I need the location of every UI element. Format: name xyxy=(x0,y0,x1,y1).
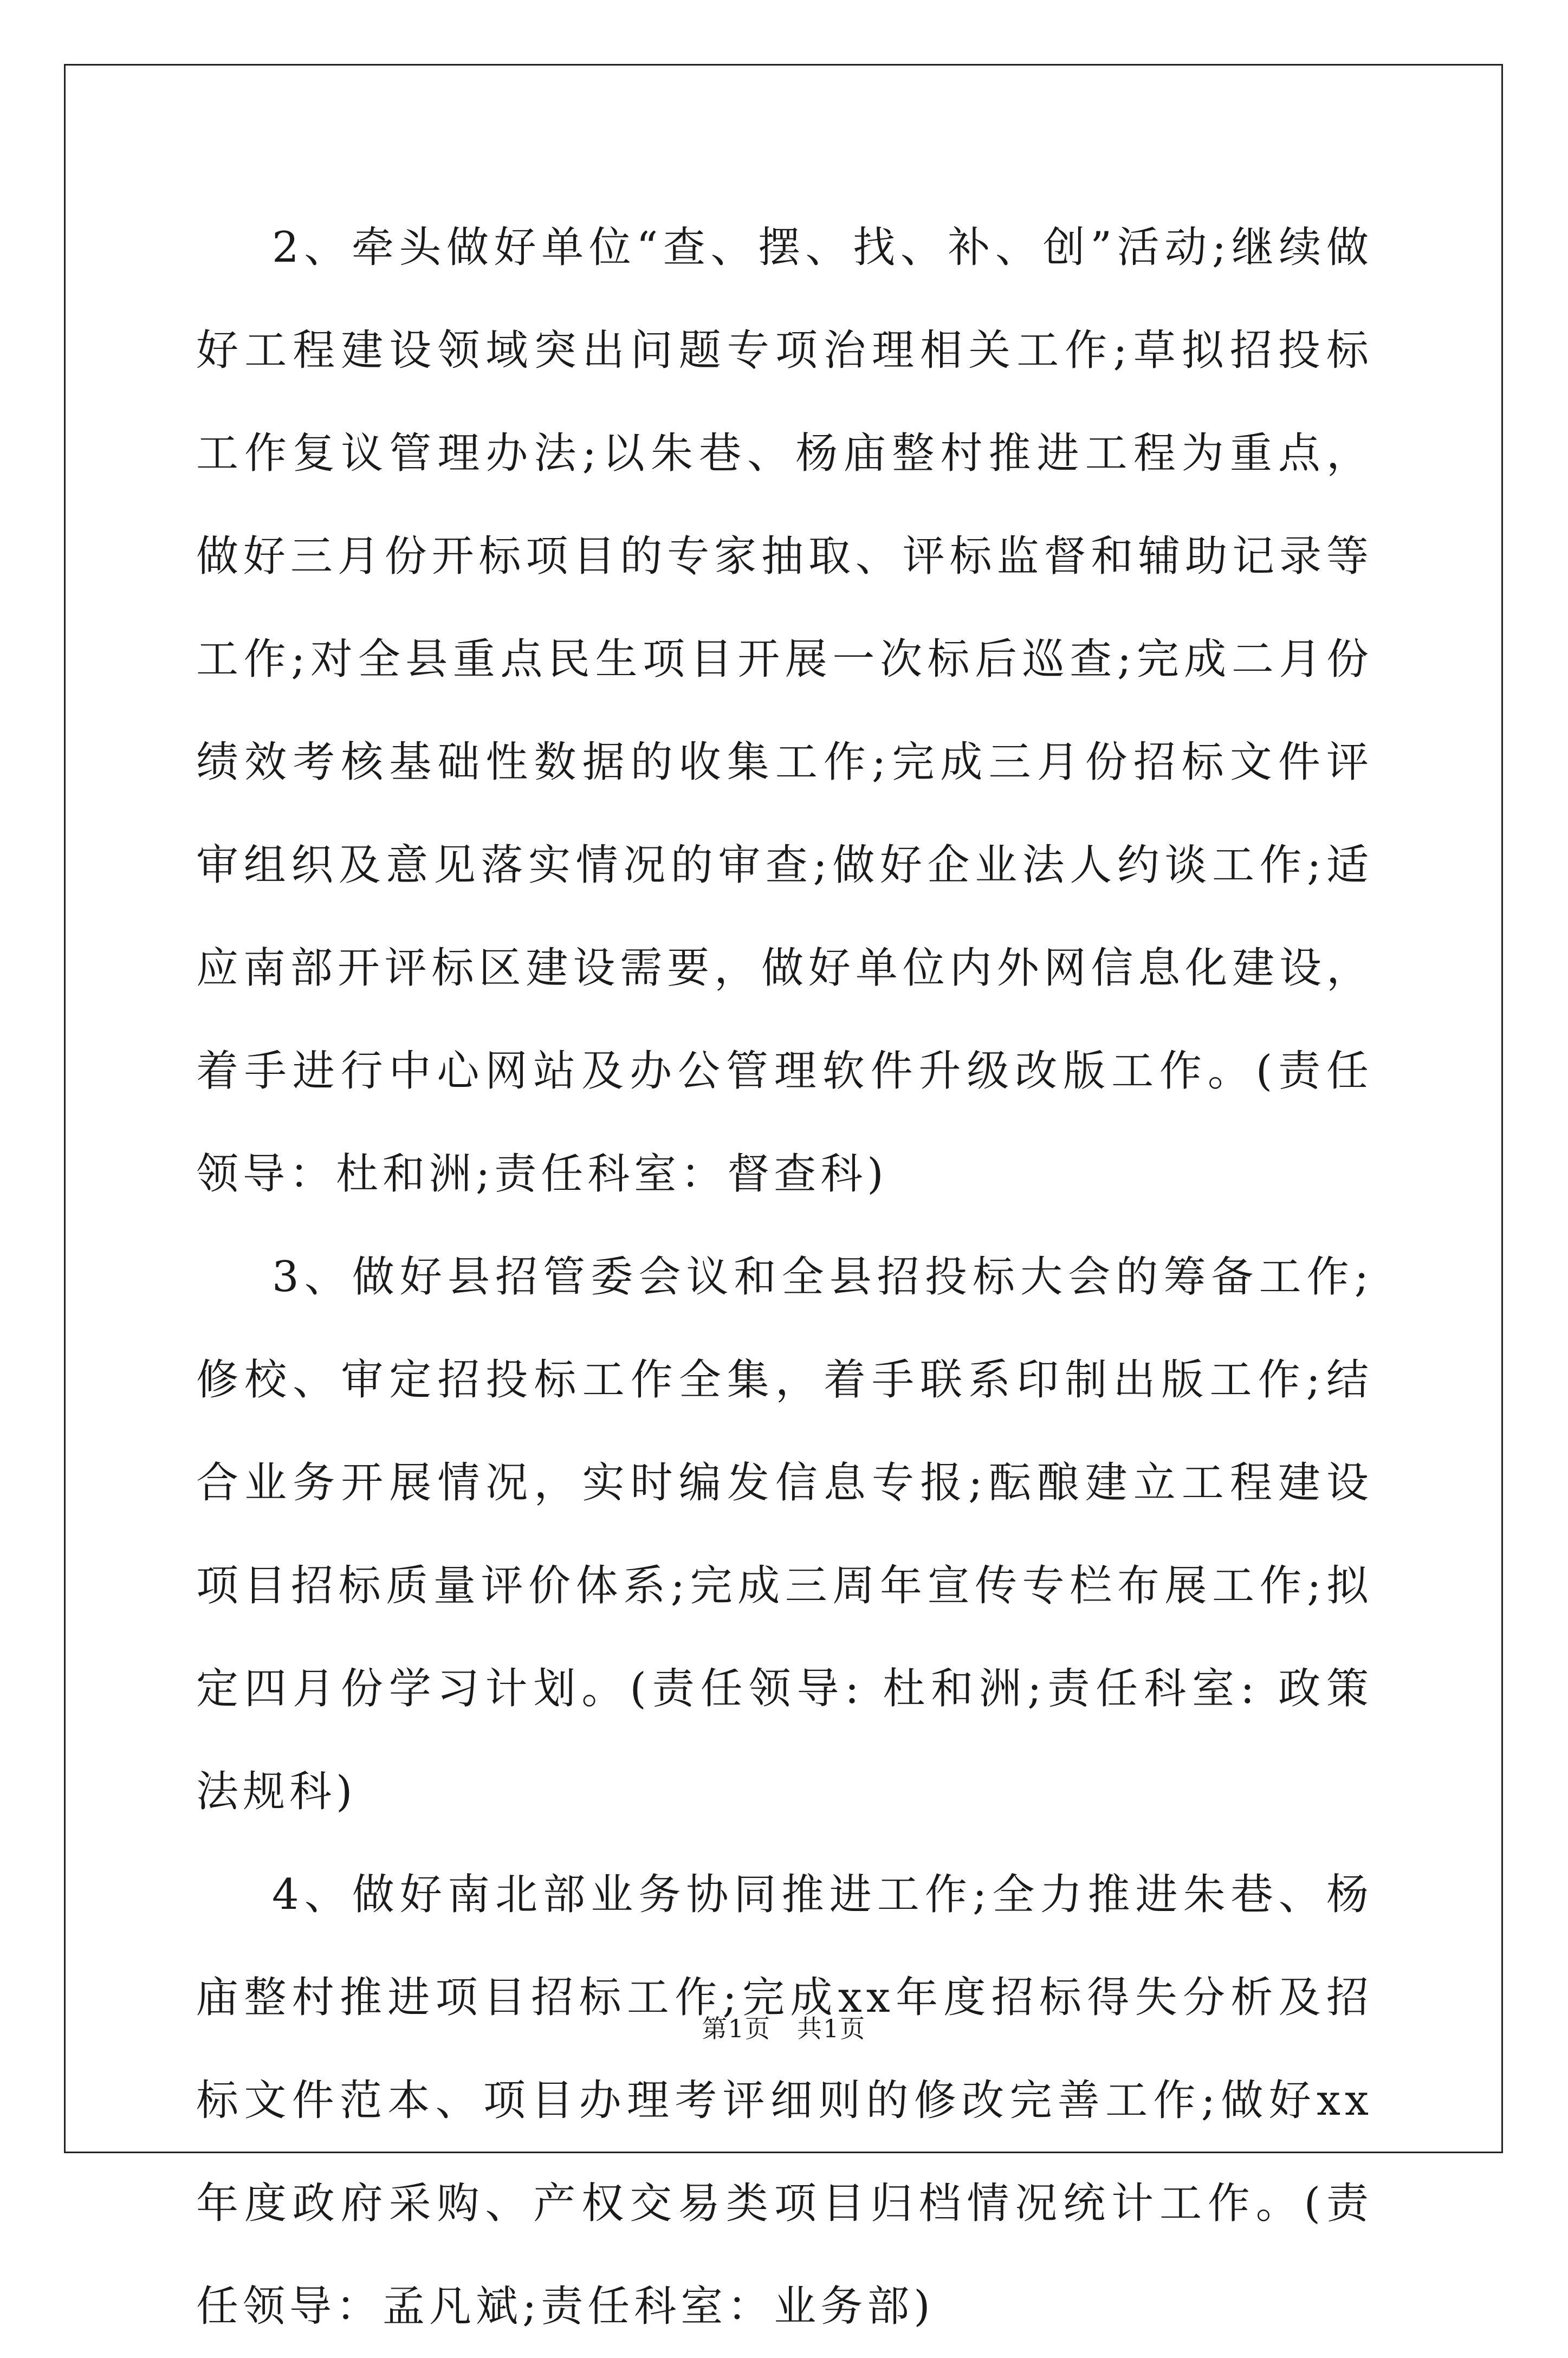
paragraph-item-3: 3、做好县招管委会议和全县招投标大会的筹备工作;修校、审定招投标工作全集，着手联系印制出版工作;结合业务开展情况，实时编发信息专报;酝酿建立工程建设项目招标质量评价体系;完成三周年宣传专栏布展工作;拟定四月份学习计划。(责任领导: 杜和洲;责任科室: 政策法规科) xyxy=(196,1253,1373,1816)
paragraph-item-4: 4、做好南北部业务协同推进工作;全力推进朱巷、杨庙整村推进项目招标工作;完成xx年度招标得失分析及招标文件范本、项目办理考评细则的修改完善工作;做好xx年度政府采购、产权交易类项目归档情况统计工作。(责任领导：孟凡斌;责任科室：业务部) xyxy=(196,1870,1373,2331)
page-footer: 第1页 共1页 xyxy=(702,2014,866,2043)
paragraph-item-2: 2、牵头做好单位“查、摆、找、补、创”活动;继续做好工程建设领域突出问题专项治理相关工作;草拟招投标工作复议管理办法;以朱巷、杨庙整村推进工程为重点，做好三月份开标项目的专家抽取、评标监督和辅助记录等工作;对全县重点民生项目开展一次标后巡查;完成二月份绩效考核基础性数据的收集工作;完成三月份招标文件评审组织及意见落实情况的审查;做好企业法人约谈工作;适应南部开评标区建设需要，做好单位内外网信息化建设，着手进行中心网站及办公管理软件升级改版工作。(责任领导：杜和洲;责任科室：督查科) xyxy=(196,223,1373,1199)
